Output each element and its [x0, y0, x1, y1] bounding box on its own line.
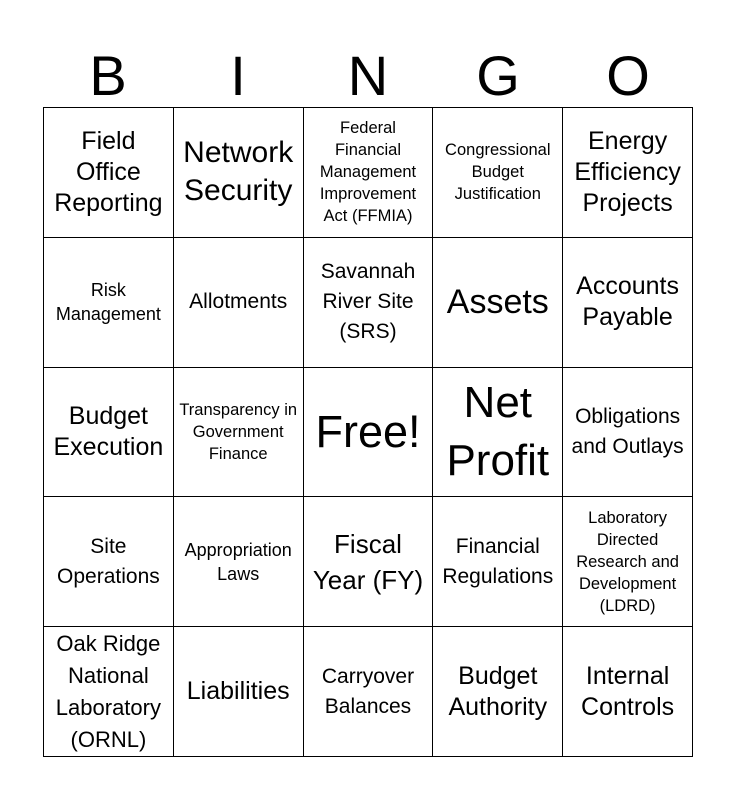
- cell-text: Laboratory Directed Research and Development (LDRD): [576, 508, 679, 615]
- bingo-cell-r3-c4[interactable]: [433, 368, 563, 498]
- bingo-cell-r4-c1[interactable]: [44, 497, 174, 627]
- bingo-cell-r2-c2[interactable]: [174, 238, 304, 368]
- cell-text: Net Profit: [446, 377, 550, 485]
- bingo-cell-r4-c3[interactable]: [304, 497, 434, 627]
- header-letter-b: B: [89, 44, 127, 107]
- cell-text: Appropriation Laws: [184, 539, 292, 584]
- bingo-cell-r1-c1[interactable]: [44, 108, 174, 238]
- bingo-cell-r5-c2[interactable]: [174, 627, 304, 757]
- cell-text: Allotments: [189, 290, 288, 314]
- cell-text: Federal Financial Management Improvement Act (FFMIA): [319, 119, 417, 226]
- cell-text: Budget Authority: [448, 661, 548, 721]
- bingo-cell-r3-c5[interactable]: [563, 368, 693, 498]
- header-letter-g: G: [476, 44, 520, 107]
- cell-text: Internal Controls: [581, 661, 675, 721]
- bingo-cell-r5-c5[interactable]: [563, 627, 693, 757]
- bingo-cell-r5-c3[interactable]: [304, 627, 434, 757]
- cell-text: Financial Regulations: [442, 534, 554, 588]
- bingo-card-grid: [43, 107, 693, 757]
- cell-text: Field Office Reporting: [54, 126, 163, 217]
- cell-text: Site Operations: [57, 534, 160, 588]
- bingo-cell-r4-c5[interactable]: [563, 497, 693, 627]
- bingo-cell-r3-c2[interactable]: [174, 368, 304, 498]
- bingo-cell-r5-c1[interactable]: [44, 627, 174, 757]
- bingo-cell-r1-c5[interactable]: [563, 108, 693, 238]
- cell-text: Network Security: [183, 136, 294, 208]
- cell-text: Oak Ridge National Laboratory (ORNL): [55, 630, 161, 752]
- cell-text: Budget Execution: [53, 401, 164, 461]
- bingo-cell-r2-c1[interactable]: [44, 238, 174, 368]
- bingo-cell-r1-c3[interactable]: [304, 108, 434, 238]
- cell-text: Carryover Balances: [321, 664, 415, 718]
- cell-text: Savannah River Site (SRS): [320, 260, 416, 344]
- cell-text: Transparency in Government Finance: [179, 400, 298, 463]
- bingo-header: [43, 44, 693, 108]
- header-letter-n: N: [347, 44, 389, 107]
- header-letter-o: O: [606, 44, 650, 107]
- free-space: Free!: [315, 405, 421, 457]
- bingo-cell-r4-c4[interactable]: [433, 497, 563, 627]
- bingo-cell-r3-c3[interactable]: [304, 368, 434, 498]
- bingo-cell-r2-c4[interactable]: [433, 238, 563, 368]
- cell-text: Congressional Budget Justification: [445, 141, 551, 204]
- cell-text: Assets: [446, 283, 549, 322]
- bingo-cell-r2-c3[interactable]: [304, 238, 434, 368]
- header-letter-i: I: [230, 44, 246, 107]
- cell-text: Obligations and Outlays: [571, 404, 684, 458]
- cell-text: Liabilities: [186, 677, 290, 706]
- cell-text: Risk Management: [55, 280, 161, 325]
- cell-text: Energy Efficiency Projects: [574, 126, 681, 217]
- cell-text: Fiscal Year (FY): [312, 528, 424, 595]
- bingo-cell-r3-c1[interactable]: [44, 368, 174, 498]
- bingo-cell-r2-c5[interactable]: [563, 238, 693, 368]
- bingo-cell-r4-c2[interactable]: [174, 497, 304, 627]
- cell-text: Accounts Payable: [576, 272, 680, 332]
- bingo-cell-r1-c2[interactable]: [174, 108, 304, 238]
- bingo-cell-r5-c4[interactable]: [433, 627, 563, 757]
- bingo-cell-r1-c4[interactable]: [433, 108, 563, 238]
